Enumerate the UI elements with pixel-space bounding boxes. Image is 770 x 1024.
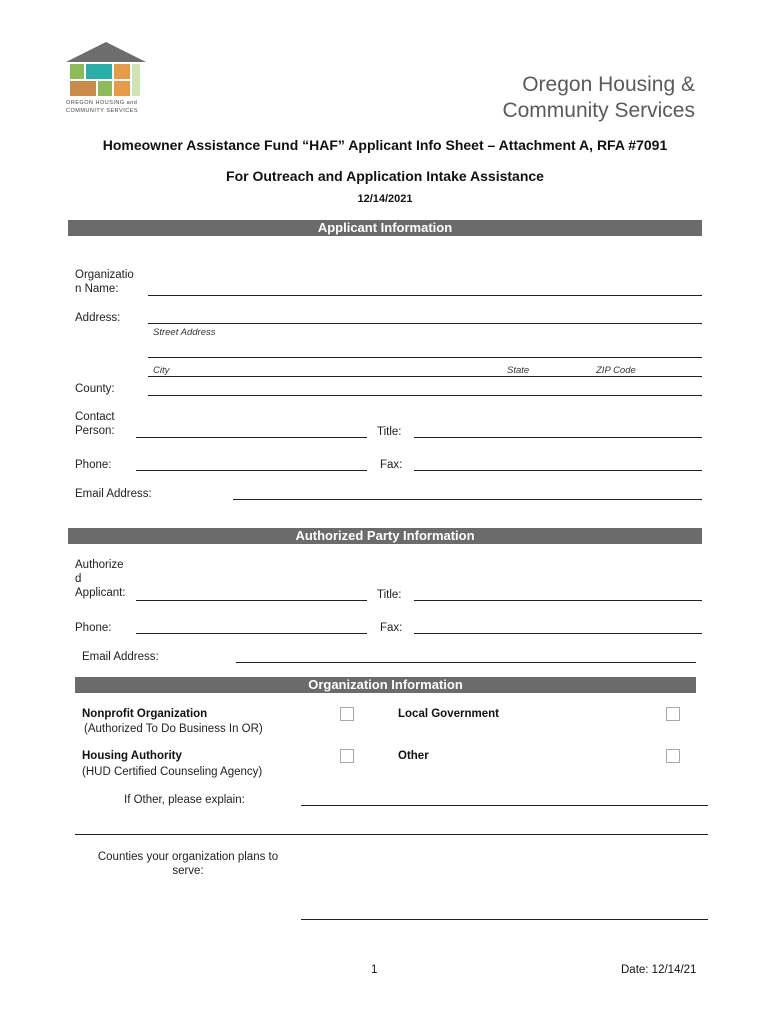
authorized-fax-label: Fax:: [380, 622, 403, 634]
street-address-field[interactable]: [148, 323, 702, 324]
counties-label: [80, 850, 296, 878]
authorized-phone-label: Phone:: [75, 622, 112, 634]
phone-label: Phone:: [75, 459, 112, 471]
contact-person-label-l2: Person:: [75, 425, 115, 437]
document-date: 12/14/2021: [357, 193, 413, 205]
city-caption: City: [153, 365, 170, 376]
authorized-email-label: Email Address:: [82, 651, 159, 663]
authorized-applicant-label: [75, 558, 126, 600]
authorized-title-label: Title:: [377, 589, 402, 601]
authorized-fax-field[interactable]: [414, 633, 702, 634]
org-name-field[interactable]: [148, 295, 702, 296]
ohcs-logo: [66, 42, 146, 118]
housing-authority-note: (HUD Certified Counseling Agency): [82, 766, 263, 778]
authorized-applicant-field[interactable]: [136, 600, 367, 601]
other-label: Other: [398, 750, 429, 762]
nonprofit-label: Nonprofit Organization: [82, 708, 208, 720]
org-name-label-l2: n Name:: [75, 283, 119, 295]
contact-person-label: [75, 410, 115, 438]
housing-authority-label: Housing Authority: [82, 750, 182, 762]
page-number: 1: [371, 964, 378, 976]
agency-name-line2: Community Services: [502, 99, 695, 122]
fax-field[interactable]: [414, 470, 702, 471]
other-checkbox[interactable]: [666, 749, 680, 763]
document-subtitle: For Outreach and Application Intake Assistance: [226, 168, 544, 184]
email-label: Email Address:: [75, 488, 152, 500]
nonprofit-note: (Authorized To Do Business In OR): [84, 723, 263, 735]
local-government-label: Local Government: [398, 708, 499, 720]
authorized-section-header: Authorized Party Information: [68, 528, 702, 544]
authorized-applicant-label-l1: Authorize: [75, 559, 124, 571]
authorized-email-field[interactable]: [236, 662, 696, 663]
counties-label-l1: Counties your organization plans to: [97, 851, 279, 863]
agency-name: [502, 72, 695, 124]
contact-title-field[interactable]: [414, 437, 702, 438]
email-field[interactable]: [233, 499, 702, 500]
fax-label: Fax:: [380, 459, 403, 471]
organization-section-header: Organization Information: [75, 677, 696, 693]
city-state-zip-field[interactable]: [148, 357, 702, 358]
other-explain-field-2[interactable]: [75, 834, 708, 835]
logo-text-2: COMMUNITY SERVICES: [66, 108, 139, 114]
other-explain-field[interactable]: [301, 805, 708, 806]
contact-title-label: Title:: [377, 426, 402, 438]
county-label: County:: [75, 383, 115, 395]
nonprofit-checkbox[interactable]: [340, 707, 354, 721]
address-label: Address:: [75, 312, 121, 324]
applicant-section-header: Applicant Information: [68, 220, 702, 236]
phone-field[interactable]: [136, 470, 367, 471]
authorized-phone-field[interactable]: [136, 633, 367, 634]
document-title: Homeowner Assistance Fund “HAF” Applicant Info Sheet – Attachment A, RFA #7091: [102, 137, 668, 153]
logo-text-1: OREGON HOUSING and: [66, 100, 138, 106]
org-name-label: [75, 268, 134, 296]
other-explain-label: If Other, please explain:: [124, 794, 245, 806]
authorized-applicant-label-l3: Applicant:: [75, 587, 126, 599]
street-address-caption: Street Address: [153, 327, 216, 338]
agency-name-line1: Oregon Housing &: [522, 73, 695, 96]
local-government-checkbox[interactable]: [666, 707, 680, 721]
zip-caption: ZIP Code: [596, 365, 636, 376]
contact-person-field[interactable]: [136, 437, 367, 438]
state-caption: State: [507, 365, 530, 376]
housing-authority-checkbox[interactable]: [340, 749, 354, 763]
contact-person-label-l1: Contact: [75, 411, 115, 423]
footer-date: Date: 12/14/21: [621, 964, 697, 976]
authorized-applicant-label-l2: d: [75, 573, 82, 585]
counties-label-l2: serve:: [172, 865, 204, 877]
county-field[interactable]: [148, 395, 702, 396]
counties-field[interactable]: [301, 919, 708, 920]
authorized-title-field[interactable]: [414, 600, 702, 601]
city-caption-rule: [148, 376, 702, 377]
org-name-label-l1: Organizatio: [75, 269, 134, 281]
